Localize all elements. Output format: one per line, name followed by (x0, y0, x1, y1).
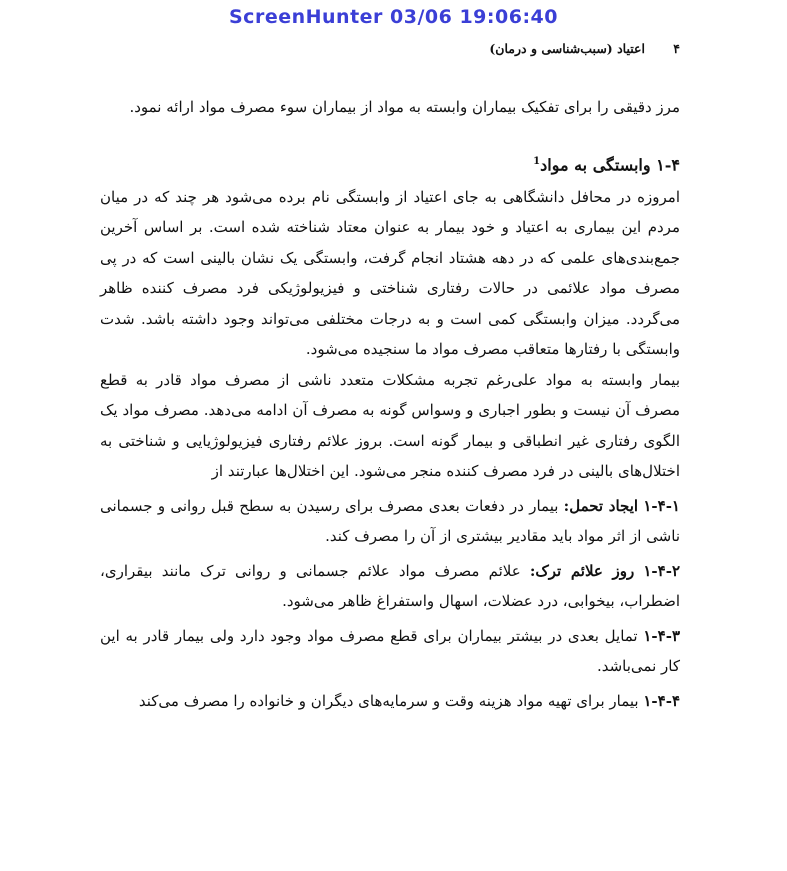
list-item (100, 491, 680, 552)
running-header (100, 40, 680, 58)
list-item (100, 621, 680, 682)
item-number: ۱-۴-۱ (643, 496, 680, 515)
book-title: اعتیاد (سبب‌شناسی و درمان) (489, 41, 645, 56)
item-text: علائم مصرف مواد علائم جسمانی و روانی ترک مانند بیقراری، اضطراب، بیخوابی، درد عضلات، اسهال واستفراغ ظاهر می‌شود. (100, 561, 680, 611)
list-item (100, 686, 680, 717)
item-number: ۱-۴-۳ (643, 626, 680, 645)
page-number: ۴ (673, 41, 680, 56)
section-heading (100, 145, 680, 182)
item-number: ۱-۴-۴ (643, 691, 680, 710)
intro-paragraph: مرز دقیقی را برای تفکیک بیماران وابسته به مواد از بیماران سوء مصرف مواد ارائه نمود. (129, 98, 680, 116)
item-label: ایجاد تحمل: (563, 496, 639, 515)
body-paragraph-2: بیمار وابسته به مواد علی‌رغم تجربه مشکلات متعدد ناشی از مصرف مواد قادر به قطع مصرف آن نیست و بطور اجباری و وسواس گونه به مصرف آن ادامه می‌دهد. مصرف مواد یک الگوی رفتاری غیر انطباقی و بیمار گونه است. بروز علائم رفتاری فیزیولوژیایی و شناختی به اختلال‌های بالینی در فرد مصرف کننده منجر می‌شود. این اختلال‌ها عبارتند از (100, 370, 680, 481)
item-text: بیمار در دفعات بعدی مصرف برای رسیدن به سطح قبل روانی و جسمانی ناشی از اثر مواد باید مقادیر بیشتری از آن را مصرف کند. (100, 496, 680, 546)
body-paragraph-1: امروزه در محافل دانشگاهی به جای اعتیاد از وابستگی نام برده می‌شود هر چند که در میان مردم این بیماری به اعتیاد و خود بیمار به عنوان معتاد شناخته شده است. بر اساس آخرین جمع‌بندی‌های علمی که در دهه هشتاد انجام گرفت، وابستگی یک نشان بالینی است که در پی مصرف مواد علائمی در حالات رفتاری شناختی و فیزیولوژیکی فرد مصرف کننده ظاهر می‌گردد. میزان وابستگی کمی است و به درجات مختلفی می‌تواند وجود داشته باشد. شدت وابستگی با رفتارها متعاقب مصرف مواد ما سنجیده می‌شود. (100, 187, 680, 359)
screenhunter-watermark: ScreenHunter 03/06 19:06:40 (229, 6, 558, 28)
section-title: ۱-۴ وابستگی به مواد (540, 154, 680, 174)
document-page (100, 40, 680, 716)
footnote-marker: 1 (533, 155, 541, 167)
item-text: تمایل بعدی در بیشتر بیماران برای قطع مصرف مواد وجود دارد ولی بیمار قادر به این کار نمی‌باشد. (100, 626, 680, 676)
item-number: ۱-۴-۲ (643, 561, 680, 580)
item-text: بیمار برای تهیه مواد هزینه وقت و سرمایه‌های دیگران و خانواده را مصرف می‌کند (138, 691, 639, 710)
list-item (100, 556, 680, 617)
item-label: روز علائم ترک: (529, 561, 635, 580)
